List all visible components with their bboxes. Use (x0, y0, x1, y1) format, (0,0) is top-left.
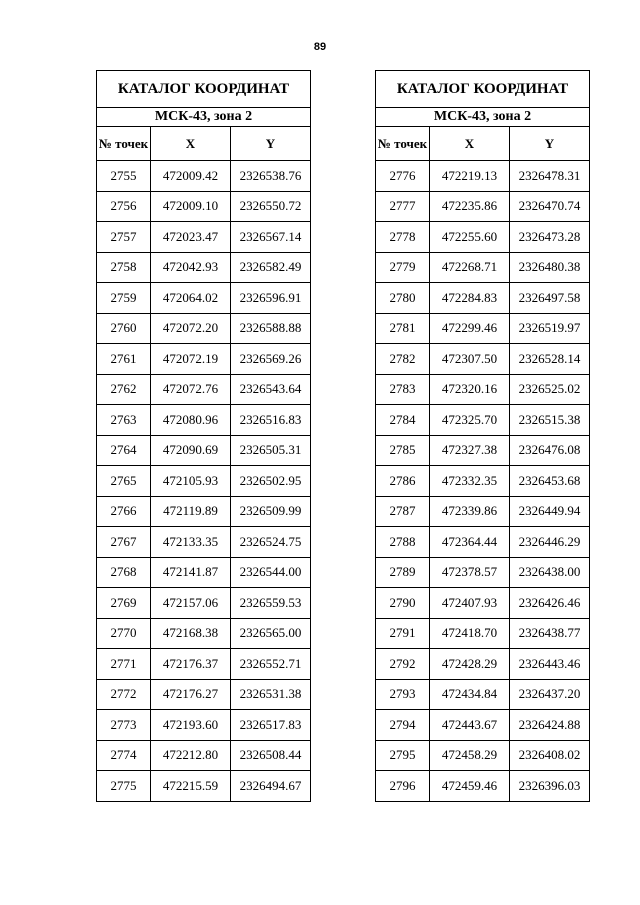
point-number-cell: 2781 (376, 313, 430, 344)
x-coordinate-cell: 472157.06 (151, 588, 231, 619)
point-number-cell: 2766 (97, 496, 151, 527)
x-coordinate-cell: 472219.13 (430, 161, 510, 192)
table-row (376, 405, 590, 436)
page-number: 89 (313, 41, 327, 53)
point-number-cell: 2790 (376, 588, 430, 619)
table-row (376, 740, 590, 771)
y-coordinate-cell: 2326443.46 (510, 649, 590, 680)
column-header-y: Y (231, 127, 311, 161)
y-coordinate-cell: 2326502.95 (231, 466, 311, 497)
x-coordinate-cell: 472332.35 (430, 466, 510, 497)
table-row (97, 344, 311, 375)
catalog-title: КАТАЛОГ КООРДИНАТ (376, 71, 590, 108)
y-coordinate-cell: 2326473.28 (510, 222, 590, 253)
point-number-cell: 2782 (376, 344, 430, 375)
table-row (97, 710, 311, 741)
table-row (376, 588, 590, 619)
y-coordinate-cell: 2326582.49 (231, 252, 311, 283)
table-row (97, 161, 311, 192)
point-number-cell: 2770 (97, 618, 151, 649)
table-row (97, 405, 311, 436)
x-coordinate-cell: 472072.76 (151, 374, 231, 405)
point-number-cell: 2789 (376, 557, 430, 588)
table-row (97, 435, 311, 466)
y-coordinate-cell: 2326497.58 (510, 283, 590, 314)
x-coordinate-cell: 472320.16 (430, 374, 510, 405)
x-coordinate-cell: 472176.37 (151, 649, 231, 680)
y-coordinate-cell: 2326565.00 (231, 618, 311, 649)
catalog-title: КАТАЛОГ КООРДИНАТ (97, 71, 311, 108)
x-coordinate-cell: 472133.35 (151, 527, 231, 558)
point-number-cell: 2771 (97, 649, 151, 680)
column-header-point-number: № точек (97, 127, 151, 161)
table-row (376, 191, 590, 222)
x-coordinate-cell: 472327.38 (430, 435, 510, 466)
table-row (376, 466, 590, 497)
table-row (376, 374, 590, 405)
table-row (376, 344, 590, 375)
y-coordinate-cell: 2326567.14 (231, 222, 311, 253)
y-coordinate-cell: 2326524.75 (231, 527, 311, 558)
x-coordinate-cell: 472458.29 (430, 740, 510, 771)
y-coordinate-cell: 2326525.02 (510, 374, 590, 405)
x-coordinate-cell: 472119.89 (151, 496, 231, 527)
table-row (97, 771, 311, 802)
point-number-cell: 2785 (376, 435, 430, 466)
y-coordinate-cell: 2326596.91 (231, 283, 311, 314)
table-row (376, 771, 590, 802)
y-coordinate-cell: 2326544.00 (231, 557, 311, 588)
x-coordinate-cell: 472072.20 (151, 313, 231, 344)
table-row (97, 740, 311, 771)
point-number-cell: 2765 (97, 466, 151, 497)
point-number-cell: 2794 (376, 710, 430, 741)
x-coordinate-cell: 472418.70 (430, 618, 510, 649)
y-coordinate-cell: 2326478.31 (510, 161, 590, 192)
point-number-cell: 2758 (97, 252, 151, 283)
x-coordinate-cell: 472105.93 (151, 466, 231, 497)
column-header-point-number: № точек (376, 127, 430, 161)
table-row (97, 374, 311, 405)
y-coordinate-cell: 2326550.72 (231, 191, 311, 222)
table-row (376, 496, 590, 527)
point-number-cell: 2788 (376, 527, 430, 558)
x-coordinate-cell: 472307.50 (430, 344, 510, 375)
point-number-cell: 2792 (376, 649, 430, 680)
table-row (376, 313, 590, 344)
y-coordinate-cell: 2326446.29 (510, 527, 590, 558)
y-coordinate-cell: 2326437.20 (510, 679, 590, 710)
x-coordinate-cell: 472064.02 (151, 283, 231, 314)
y-coordinate-cell: 2326517.83 (231, 710, 311, 741)
table-row (97, 252, 311, 283)
table-row (376, 252, 590, 283)
x-coordinate-cell: 472299.46 (430, 313, 510, 344)
y-coordinate-cell: 2326424.88 (510, 710, 590, 741)
y-coordinate-cell: 2326516.83 (231, 405, 311, 436)
table-row (97, 679, 311, 710)
x-coordinate-cell: 472443.67 (430, 710, 510, 741)
y-coordinate-cell: 2326515.38 (510, 405, 590, 436)
point-number-cell: 2793 (376, 679, 430, 710)
table-row (376, 710, 590, 741)
point-number-cell: 2772 (97, 679, 151, 710)
x-coordinate-cell: 472042.93 (151, 252, 231, 283)
x-coordinate-cell: 472434.84 (430, 679, 510, 710)
x-coordinate-cell: 472176.27 (151, 679, 231, 710)
point-number-cell: 2777 (376, 191, 430, 222)
x-coordinate-cell: 472364.44 (430, 527, 510, 558)
table-row (97, 283, 311, 314)
coordinate-catalog-table-right (375, 70, 590, 802)
point-number-cell: 2795 (376, 740, 430, 771)
y-coordinate-cell: 2326559.53 (231, 588, 311, 619)
x-coordinate-cell: 472255.60 (430, 222, 510, 253)
catalog-subtitle: МСК-43, зона 2 (97, 108, 311, 127)
table-row (376, 435, 590, 466)
point-number-cell: 2759 (97, 283, 151, 314)
point-number-cell: 2774 (97, 740, 151, 771)
x-coordinate-cell: 472168.38 (151, 618, 231, 649)
point-number-cell: 2778 (376, 222, 430, 253)
table-row (376, 527, 590, 558)
y-coordinate-cell: 2326509.99 (231, 496, 311, 527)
y-coordinate-cell: 2326408.02 (510, 740, 590, 771)
point-number-cell: 2776 (376, 161, 430, 192)
x-coordinate-cell: 472080.96 (151, 405, 231, 436)
point-number-cell: 2773 (97, 710, 151, 741)
table-row (376, 222, 590, 253)
x-coordinate-cell: 472459.46 (430, 771, 510, 802)
x-coordinate-cell: 472428.29 (430, 649, 510, 680)
y-coordinate-cell: 2326505.31 (231, 435, 311, 466)
point-number-cell: 2761 (97, 344, 151, 375)
point-number-cell: 2786 (376, 466, 430, 497)
y-coordinate-cell: 2326508.44 (231, 740, 311, 771)
x-coordinate-cell: 472009.42 (151, 161, 231, 192)
table-row (376, 283, 590, 314)
point-number-cell: 2796 (376, 771, 430, 802)
point-number-cell: 2757 (97, 222, 151, 253)
coordinate-catalog-table-left (96, 70, 311, 802)
point-number-cell: 2756 (97, 191, 151, 222)
table-row (97, 557, 311, 588)
y-coordinate-cell: 2326569.26 (231, 344, 311, 375)
y-coordinate-cell: 2326426.46 (510, 588, 590, 619)
point-number-cell: 2783 (376, 374, 430, 405)
table-row (97, 527, 311, 558)
point-number-cell: 2780 (376, 283, 430, 314)
y-coordinate-cell: 2326438.77 (510, 618, 590, 649)
x-coordinate-cell: 472072.19 (151, 344, 231, 375)
column-header-y: Y (510, 127, 590, 161)
point-number-cell: 2787 (376, 496, 430, 527)
x-coordinate-cell: 472023.47 (151, 222, 231, 253)
point-number-cell: 2762 (97, 374, 151, 405)
point-number-cell: 2769 (97, 588, 151, 619)
y-coordinate-cell: 2326528.14 (510, 344, 590, 375)
table-row (97, 222, 311, 253)
table-row (376, 679, 590, 710)
point-number-cell: 2755 (97, 161, 151, 192)
x-coordinate-cell: 472141.87 (151, 557, 231, 588)
table-row (97, 466, 311, 497)
table-row (376, 161, 590, 192)
x-coordinate-cell: 472193.60 (151, 710, 231, 741)
y-coordinate-cell: 2326470.74 (510, 191, 590, 222)
y-coordinate-cell: 2326552.71 (231, 649, 311, 680)
table-row (97, 649, 311, 680)
x-coordinate-cell: 472268.71 (430, 252, 510, 283)
point-number-cell: 2784 (376, 405, 430, 436)
table-row (97, 191, 311, 222)
catalog-subtitle: МСК-43, зона 2 (376, 108, 590, 127)
x-coordinate-cell: 472378.57 (430, 557, 510, 588)
x-coordinate-cell: 472235.86 (430, 191, 510, 222)
x-coordinate-cell: 472325.70 (430, 405, 510, 436)
x-coordinate-cell: 472284.83 (430, 283, 510, 314)
table-row (376, 557, 590, 588)
y-coordinate-cell: 2326396.03 (510, 771, 590, 802)
y-coordinate-cell: 2326476.08 (510, 435, 590, 466)
point-number-cell: 2768 (97, 557, 151, 588)
x-coordinate-cell: 472212.80 (151, 740, 231, 771)
x-coordinate-cell: 472009.10 (151, 191, 231, 222)
point-number-cell: 2779 (376, 252, 430, 283)
y-coordinate-cell: 2326438.00 (510, 557, 590, 588)
x-coordinate-cell: 472407.93 (430, 588, 510, 619)
point-number-cell: 2791 (376, 618, 430, 649)
table-row (97, 588, 311, 619)
y-coordinate-cell: 2326531.38 (231, 679, 311, 710)
point-number-cell: 2767 (97, 527, 151, 558)
point-number-cell: 2764 (97, 435, 151, 466)
table-row (376, 649, 590, 680)
y-coordinate-cell: 2326543.64 (231, 374, 311, 405)
x-coordinate-cell: 472215.59 (151, 771, 231, 802)
y-coordinate-cell: 2326453.68 (510, 466, 590, 497)
point-number-cell: 2775 (97, 771, 151, 802)
y-coordinate-cell: 2326494.67 (231, 771, 311, 802)
y-coordinate-cell: 2326519.97 (510, 313, 590, 344)
y-coordinate-cell: 2326449.94 (510, 496, 590, 527)
table-row (376, 618, 590, 649)
point-number-cell: 2760 (97, 313, 151, 344)
table-row (97, 313, 311, 344)
table-row (97, 618, 311, 649)
table-row (97, 496, 311, 527)
point-number-cell: 2763 (97, 405, 151, 436)
y-coordinate-cell: 2326588.88 (231, 313, 311, 344)
y-coordinate-cell: 2326538.76 (231, 161, 311, 192)
column-header-x: X (430, 127, 510, 161)
x-coordinate-cell: 472339.86 (430, 496, 510, 527)
x-coordinate-cell: 472090.69 (151, 435, 231, 466)
column-header-x: X (151, 127, 231, 161)
y-coordinate-cell: 2326480.38 (510, 252, 590, 283)
